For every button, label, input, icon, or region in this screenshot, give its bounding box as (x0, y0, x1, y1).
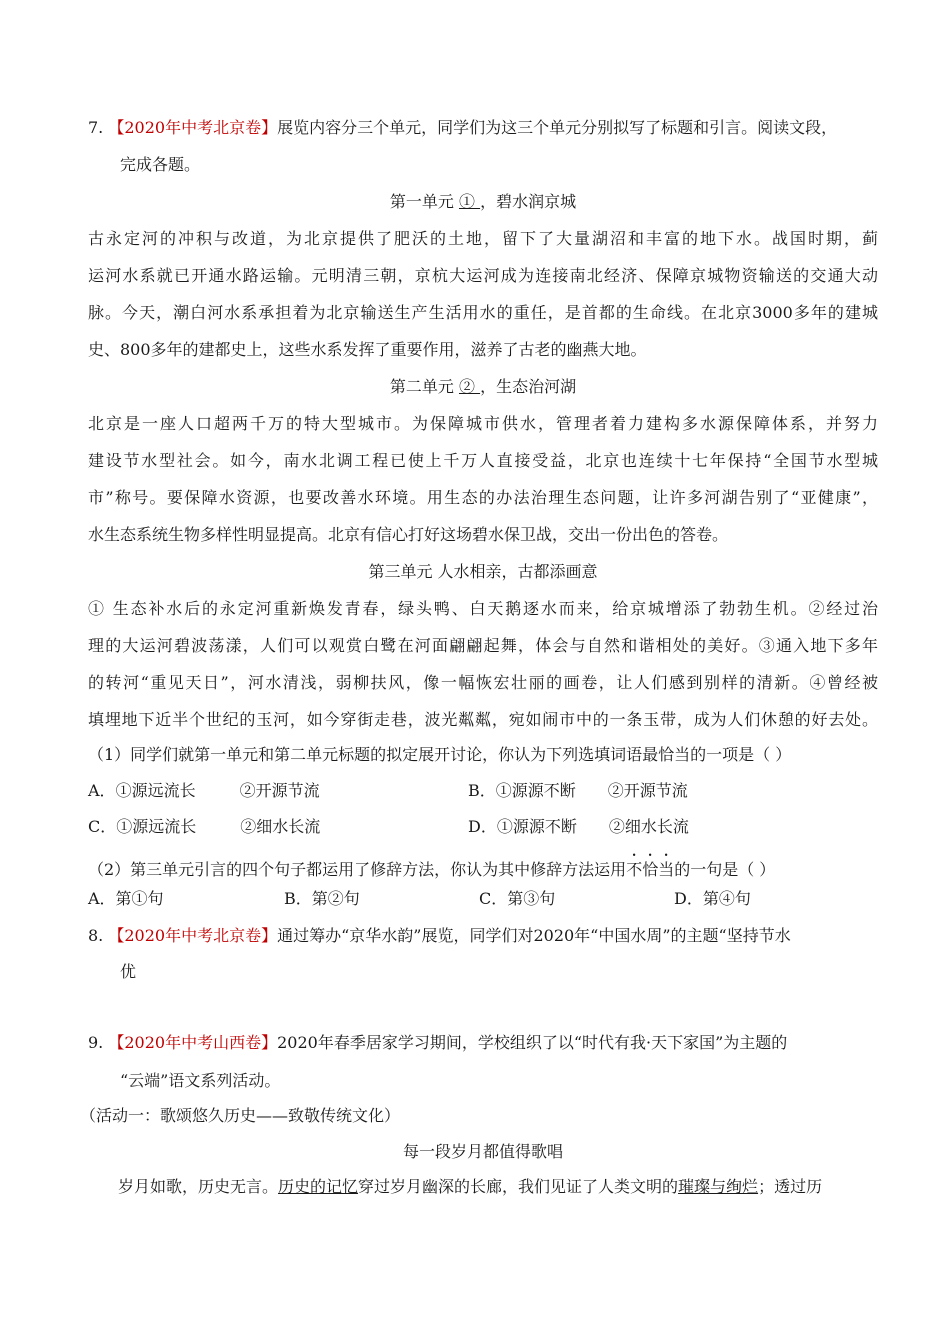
p2-line4: 水生态系统生物多样性明显提高。北京有信心打好这场碧水保卫战，交出一份出色的答卷。 (88, 525, 729, 544)
p1-line3: 脉。今天，潮白河水系承担着为北京输送生产生活用水的重任，是首都的生命线。在北京3000多年的建城 (88, 303, 878, 322)
p3-line3: 的转河“重见天日”，河水清浅，弱柳扶风，像一幅恢宏壮丽的画卷，让人们感到别样的清新。④曾经被 (88, 673, 878, 692)
q8-stem-line1: 8. 【2020年中考北京卷】通过筹办“京华水韵”展览，同学们对2020年“中国水周”的主题“坚持节水 (88, 926, 791, 945)
q7-sub2-option-d[interactable]: D．第④句 (674, 889, 751, 908)
p3-line4: 填埋地下近半个世纪的玉河，如今穿街走巷，波光粼粼，宛如闹市中的一条玉带，成为人们休憩的好去处。 (88, 710, 878, 729)
q8-source: 【2020年中考北京卷】 (108, 926, 278, 945)
q7-sub2-option-a[interactable]: A．第①句 (88, 889, 164, 908)
blank-2: ② (458, 377, 481, 396)
p1-line2: 运河水系就已开通水路运输。元明清三朝，京杭大运河成为连接南北经济、保障京城物资输送的交通大动 (88, 266, 878, 285)
p1-line4: 史、800多年的建都史上，这些水系发挥了重要作用，滋养了古老的幽燕大地。 (88, 340, 647, 359)
q7-sub2-option-b[interactable]: B．第②句 (284, 889, 360, 908)
unit3-title: 第三单元 人水相亲，古都添画意 (368, 562, 598, 581)
q7-number: 7. (88, 118, 104, 137)
unit2-title: 第二单元 ② ，生态治河湖 (389, 377, 577, 396)
underlined-history-memory: 历史的记忆 (278, 1177, 359, 1196)
q7-source: 【2020年中考北京卷】 (108, 118, 278, 137)
q7-stem-line2: 完成各题。 (120, 155, 201, 174)
q9-passage-title: 每一段岁月都值得歌唱 (402, 1142, 563, 1161)
q8-number: 8. (88, 926, 104, 945)
q9-passage-line1: 岁月如歌，历史无言。历史的记忆穿过岁月幽深的长廊，我们见证了人类文明的璀璨与绚烂；透过历 (118, 1177, 823, 1196)
q9-number: 9. (88, 1033, 104, 1052)
q7-sub2-option-c[interactable]: C．第③句 (479, 889, 556, 908)
q7-sub1-option-c[interactable]: C．①源远流长 ②细水长流 (88, 817, 321, 836)
q7-sub1-option-d[interactable]: D．①源源不断 ②细水长流 (468, 817, 689, 836)
p2-line2: 建设节水型社会。如今，南水北调工程已使上千万人直接受益，北京也连续十七年保持“全国节水型城 (88, 451, 878, 470)
p3-line1: ① 生态补水后的永定河重新焕发青春，绿头鸭、白天鹅逐水而来，给京城增添了勃勃生机。②经过治 (88, 599, 878, 618)
emphasis-not-appropriate: 不恰当 (626, 860, 675, 879)
p1-line1: 古永定河的冲积与改道，为北京提供了肥沃的土地，留下了大量湖沼和丰富的地下水。战国时期，蓟 (88, 229, 878, 248)
q9-stem-line1: 9. 【2020年中考山西卷】2020年春季居家学习期间，学校组织了以“时代有我·天下家国”为主题的 (88, 1033, 788, 1052)
p2-line1: 北京是一座人口超两千万的特大型城市。为保障城市供水，管理者着力建构多水源保障体系，并努力 (88, 414, 878, 433)
q9-stem-line2: “云端”语文系列活动。 (120, 1071, 281, 1090)
underlined-splendor: 璀璨与绚烂 (678, 1177, 759, 1196)
q7-sub1: （1）同学们就第一单元和第二单元标题的拟定展开讨论，你认为下列选填词语最恰当的一项是（ ） (88, 745, 792, 764)
q9-source: 【2020年中考山西卷】 (108, 1033, 278, 1052)
q7-stem-line1 (88, 118, 878, 138)
unit1-title: 第一单元 ① ，碧水润京城 (389, 192, 577, 211)
q7-stem-text: 展览内容分三个单元，同学们为这三个单元分别拟写了标题和引言。阅读文段， (277, 118, 838, 137)
q8-stem-line2: 优 (120, 962, 137, 981)
p3-line2: 理的大运河碧波荡漾，人们可以观赏白鹭在河面翩翩起舞，体会与自然和谐相处的美好。③通入地下多年 (88, 636, 878, 655)
p2-line3: 市”称号。要保障水资源，也要改善水环境。用生态的办法治理生态问题，让许多河湖告别了“亚健康”， (88, 488, 878, 507)
q7-sub1-option-b[interactable]: B．①源源不断 ②开源节流 (468, 781, 688, 800)
q9-activity: （活动一：歌颂悠久历史——致敬传统文化） (80, 1106, 401, 1125)
blank-1: ① (458, 192, 481, 211)
q7-sub2: （2）第三单元引言的四个句子都运用了修辞方法，你认为其中修辞方法运用不恰当的一句是（ ） (88, 860, 776, 879)
q7-sub1-option-a[interactable]: A．①源远流长 ②开源节流 (88, 781, 320, 800)
